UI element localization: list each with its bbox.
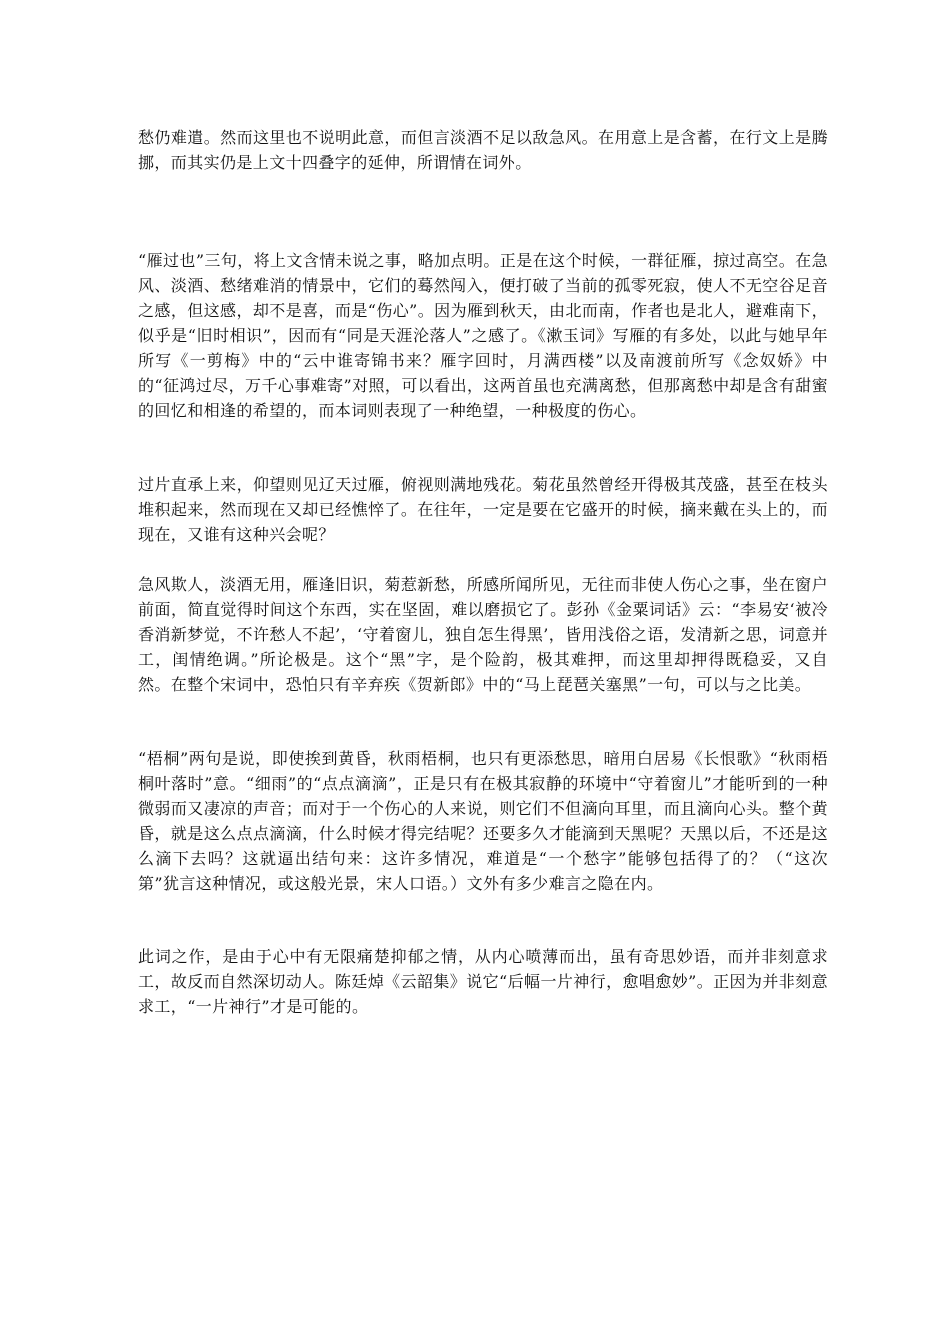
paragraph-3: 过片直承上来，仰望则见辽天过雁，俯视则满地残花。菊花虽然曾经开得极其茂盛，甚至在枝头堆积起来，然而现在又却已经憔悴了。在往年，一定是要在它盛开的时候，摘来戴在头上的，而现在，又谁有这种兴会呢？ (138, 475, 828, 544)
paragraph-5: “梧桐”两句是说，即使挨到黄昏，秋雨梧桐，也只有更添愁思，暗用白居易《长恨歌》“秋雨梧桐叶落时”意。“细雨”的“点点滴滴”，正是只有在极其寂静的环境中“守着窗儿”才能听到的一种微弱而又凄凉的声音；而对于一个伤心的人来说，则它们不但滴向耳里，而且滴向心头。整个黄昏，就是这么点点滴滴，什么时候才得完结呢？还要多久才能滴到天黑呢？天黑以后，不还是这么滴下去吗？这就逼出结句来：这许多情况，难道是“一个愁字”能够包括得了的？（“这次第”犹言这种情况，或这般光景，宋人口语。）文外有多少难言之隐在内。 (138, 749, 828, 893)
paragraph-4: 急风欺人，淡酒无用，雁逢旧识，菊惹新愁，所感所闻所见，无往而非使人伤心之事，坐在窗户前面，简直觉得时间这个东西，实在坚固，难以磨损它了。彭孙《金粟词话》云：“李易安‘被冷香消新梦觉，不许愁人不起’，‘守着窗儿，独自怎生得黑’，皆用浅俗之语，发清新之思，词意并工，闺情绝调。”所论极是。这个“黑”字，是个险韵，极其难押，而这里却押得既稳妥，又自然。在整个宋词中，恐怕只有辛弃疾《贺新郎》中的“马上琵琶关塞黑”一句，可以与之比美。 (138, 575, 828, 694)
paragraph-1: 愁仍难遣。然而这里也不说明此意，而但言淡酒不足以敌急风。在用意上是含蓄，在行文上是腾挪，而其实仍是上文十四叠字的延伸，所谓情在词外。 (138, 128, 828, 172)
paragraph-6: 此词之作，是由于心中有无限痛楚抑郁之情，从内心喷薄而出，虽有奇思妙语，而并非刻意求工，故反而自然深切动人。陈廷焯《云韶集》说它“后幅一片神行，愈唱愈妙”。正因为并非刻意求工，“一片神行”才是可能的。 (138, 947, 828, 1016)
paragraph-2: “雁过也”三句，将上文含情未说之事，略加点明。正是在这个时候，一群征雁，掠过高空。在急风、淡酒、愁绪难消的情景中，它们的蓦然闯入，便打破了当前的孤零死寂，使人不无空谷足音之感，但这感，却不是喜，而是“伤心”。因为雁到秋天，由北而南，作者也是北人，避难南下，似乎是“旧时相识”，因而有“同是天涯沦落人”之感了。《漱玉词》写雁的有多处，以此与她早年所写《一剪梅》中的“云中谁寄锦书来？雁字回时，月满西楼”以及南渡前所写《念奴娇》中的“征鸿过尽，万千心事难寄”对照，可以看出，这两首虽也充满离愁，但那离愁中却是含有甜蜜的回忆和相逢的希望的，而本词则表现了一种绝望，一种极度的伤心。 (138, 251, 828, 420)
